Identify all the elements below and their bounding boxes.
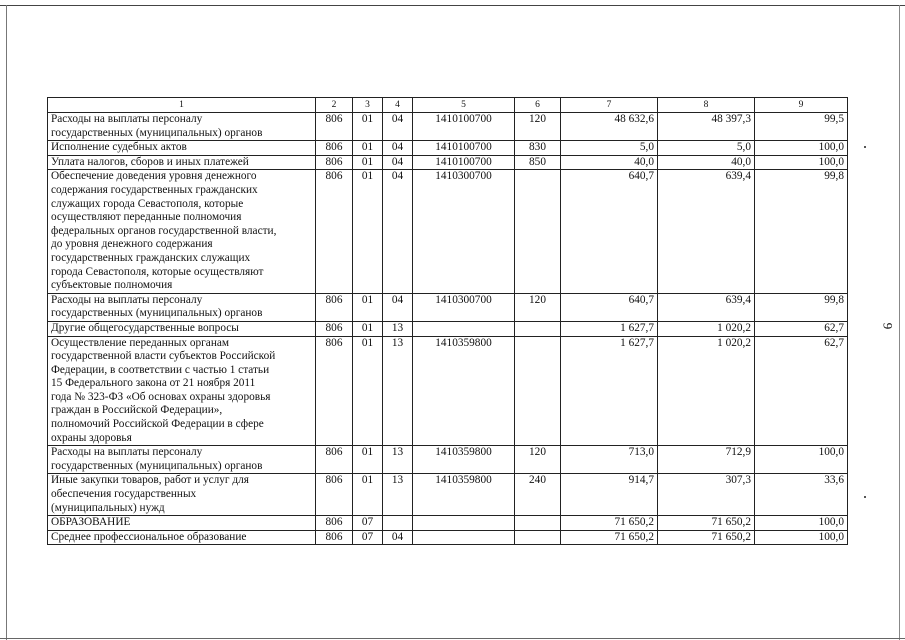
table-row — [48, 474, 848, 516]
table-row — [48, 293, 848, 321]
target-item-code: 1410100700 — [413, 155, 515, 170]
section-code: 01 — [353, 155, 383, 170]
target-item-code — [413, 530, 515, 545]
column-header: 8 — [658, 98, 755, 113]
actual-amount: 1 020,2 — [658, 336, 755, 446]
page-border-right — [899, 5, 900, 640]
target-item-code: 1410300700 — [413, 293, 515, 321]
actual-amount: 639,4 — [658, 170, 755, 293]
subsection-code: 13 — [383, 474, 413, 516]
grbs-code: 806 — [316, 321, 353, 336]
grbs-code: 806 — [316, 474, 353, 516]
execution-percent: 99,8 — [755, 293, 848, 321]
expense-name: Уплата налогов, сборов и иных платежей — [48, 155, 316, 170]
grbs-code: 806 — [316, 293, 353, 321]
execution-percent: 100,0 — [755, 516, 848, 531]
expense-type-code: 120 — [515, 293, 561, 321]
execution-percent: 100,0 — [755, 141, 848, 156]
table-row — [48, 141, 848, 156]
planned-amount: 71 650,2 — [561, 530, 658, 545]
expense-type-code: 120 — [515, 113, 561, 141]
actual-amount: 639,4 — [658, 293, 755, 321]
execution-percent: 99,5 — [755, 113, 848, 141]
execution-percent: 62,7 — [755, 321, 848, 336]
planned-amount: 713,0 — [561, 446, 658, 474]
column-header: 4 — [383, 98, 413, 113]
table-row — [48, 170, 848, 293]
execution-percent: 99,8 — [755, 170, 848, 293]
subsection-code: 13 — [383, 321, 413, 336]
planned-amount: 640,7 — [561, 170, 658, 293]
target-item-code: 1410359800 — [413, 474, 515, 516]
budget-table — [47, 97, 848, 545]
margin-speck — [864, 496, 866, 498]
section-code: 01 — [353, 141, 383, 156]
subsection-code: 04 — [383, 141, 413, 156]
subsection-code: 13 — [383, 446, 413, 474]
table-row — [48, 155, 848, 170]
section-code: 07 — [353, 516, 383, 531]
planned-amount: 1 627,7 — [561, 321, 658, 336]
expense-name: Расходы на выплаты персоналу государственных (муниципальных) органов — [48, 113, 316, 141]
page-number: 9 — [880, 322, 896, 330]
execution-percent: 100,0 — [755, 446, 848, 474]
actual-amount: 48 397,3 — [658, 113, 755, 141]
target-item-code: 1410100700 — [413, 141, 515, 156]
expense-name: Другие общегосударственные вопросы — [48, 321, 316, 336]
expense-type-code: 240 — [515, 474, 561, 516]
subsection-code: 04 — [383, 113, 413, 141]
table-row — [48, 321, 848, 336]
column-header: 1 — [48, 98, 316, 113]
expense-name: Осуществление переданных органам государственной власти субъектов Российской Федерации, в соответствии с частью 1 статьи 15 Федерального закона от 21 ноября 2011 года № 323-ФЗ «Об основах охраны здоровья граждан в Российской Федерации», полномочий Российской Федерации в сфере охраны здоровья — [48, 336, 316, 446]
actual-amount: 307,3 — [658, 474, 755, 516]
planned-amount: 640,7 — [561, 293, 658, 321]
execution-percent: 100,0 — [755, 155, 848, 170]
section-code: 01 — [353, 474, 383, 516]
column-header: 2 — [316, 98, 353, 113]
subsection-code: 13 — [383, 336, 413, 446]
section-code: 01 — [353, 293, 383, 321]
subsection-code: 04 — [383, 155, 413, 170]
expense-type-code — [515, 321, 561, 336]
actual-amount: 5,0 — [658, 141, 755, 156]
target-item-code — [413, 321, 515, 336]
planned-amount: 48 632,6 — [561, 113, 658, 141]
target-item-code: 1410300700 — [413, 170, 515, 293]
table-row — [48, 446, 848, 474]
expense-type-code — [515, 336, 561, 446]
execution-percent: 100,0 — [755, 530, 848, 545]
grbs-code: 806 — [316, 516, 353, 531]
expense-name: ОБРАЗОВАНИЕ — [48, 516, 316, 531]
target-item-code: 1410100700 — [413, 113, 515, 141]
expense-type-code: 120 — [515, 446, 561, 474]
expense-type-code: 850 — [515, 155, 561, 170]
column-header: 6 — [515, 98, 561, 113]
section-code: 01 — [353, 170, 383, 293]
table-row — [48, 336, 848, 446]
grbs-code: 806 — [316, 155, 353, 170]
planned-amount: 40,0 — [561, 155, 658, 170]
execution-percent: 62,7 — [755, 336, 848, 446]
planned-amount: 5,0 — [561, 141, 658, 156]
grbs-code: 806 — [316, 170, 353, 293]
column-header: 9 — [755, 98, 848, 113]
table-row — [48, 113, 848, 141]
expense-name: Иные закупки товаров, работ и услуг для обеспечения государственных (муниципальных) нужд — [48, 474, 316, 516]
subsection-code: 04 — [383, 293, 413, 321]
expense-type-code — [515, 516, 561, 531]
execution-percent: 33,6 — [755, 474, 848, 516]
actual-amount: 1 020,2 — [658, 321, 755, 336]
expense-type-code — [515, 170, 561, 293]
subsection-code: 04 — [383, 530, 413, 545]
section-code: 07 — [353, 530, 383, 545]
actual-amount: 712,9 — [658, 446, 755, 474]
actual-amount: 40,0 — [658, 155, 755, 170]
section-code: 01 — [353, 336, 383, 446]
subsection-code: 04 — [383, 170, 413, 293]
column-header: 3 — [353, 98, 383, 113]
column-header: 5 — [413, 98, 515, 113]
column-header: 7 — [561, 98, 658, 113]
planned-amount: 71 650,2 — [561, 516, 658, 531]
grbs-code: 806 — [316, 113, 353, 141]
planned-amount: 1 627,7 — [561, 336, 658, 446]
expense-name: Расходы на выплаты персоналу государственных (муниципальных) органов — [48, 446, 316, 474]
planned-amount: 914,7 — [561, 474, 658, 516]
target-item-code: 1410359800 — [413, 336, 515, 446]
table-row — [48, 530, 848, 545]
expense-type-code — [515, 530, 561, 545]
grbs-code: 806 — [316, 446, 353, 474]
section-code: 01 — [353, 113, 383, 141]
expense-type-code: 830 — [515, 141, 561, 156]
section-code: 01 — [353, 446, 383, 474]
page-border-left — [6, 5, 7, 640]
table-row — [48, 516, 848, 531]
grbs-code: 806 — [316, 530, 353, 545]
subsection-code — [383, 516, 413, 531]
grbs-code: 806 — [316, 141, 353, 156]
grbs-code: 806 — [316, 336, 353, 446]
actual-amount: 71 650,2 — [658, 516, 755, 531]
expense-name: Среднее профессиональное образование — [48, 530, 316, 545]
page-border-top — [0, 5, 905, 6]
table-header-row — [48, 98, 848, 113]
page-border-bottom — [0, 638, 905, 639]
expense-name: Обеспечение доведения уровня денежного содержания государственных гражданских служащих города Севастополя, которые осуществляют переданные полномочия федеральных органов государственной власти, до уровня денежного содержания государственных гражданских служащих города Севастополя, которые осуществляют субъектовые полномочия — [48, 170, 316, 293]
target-item-code: 1410359800 — [413, 446, 515, 474]
expense-name: Расходы на выплаты персоналу государственных (муниципальных) органов — [48, 293, 316, 321]
section-code: 01 — [353, 321, 383, 336]
actual-amount: 71 650,2 — [658, 530, 755, 545]
margin-speck — [864, 146, 866, 148]
expense-name: Исполнение судебных актов — [48, 141, 316, 156]
target-item-code — [413, 516, 515, 531]
